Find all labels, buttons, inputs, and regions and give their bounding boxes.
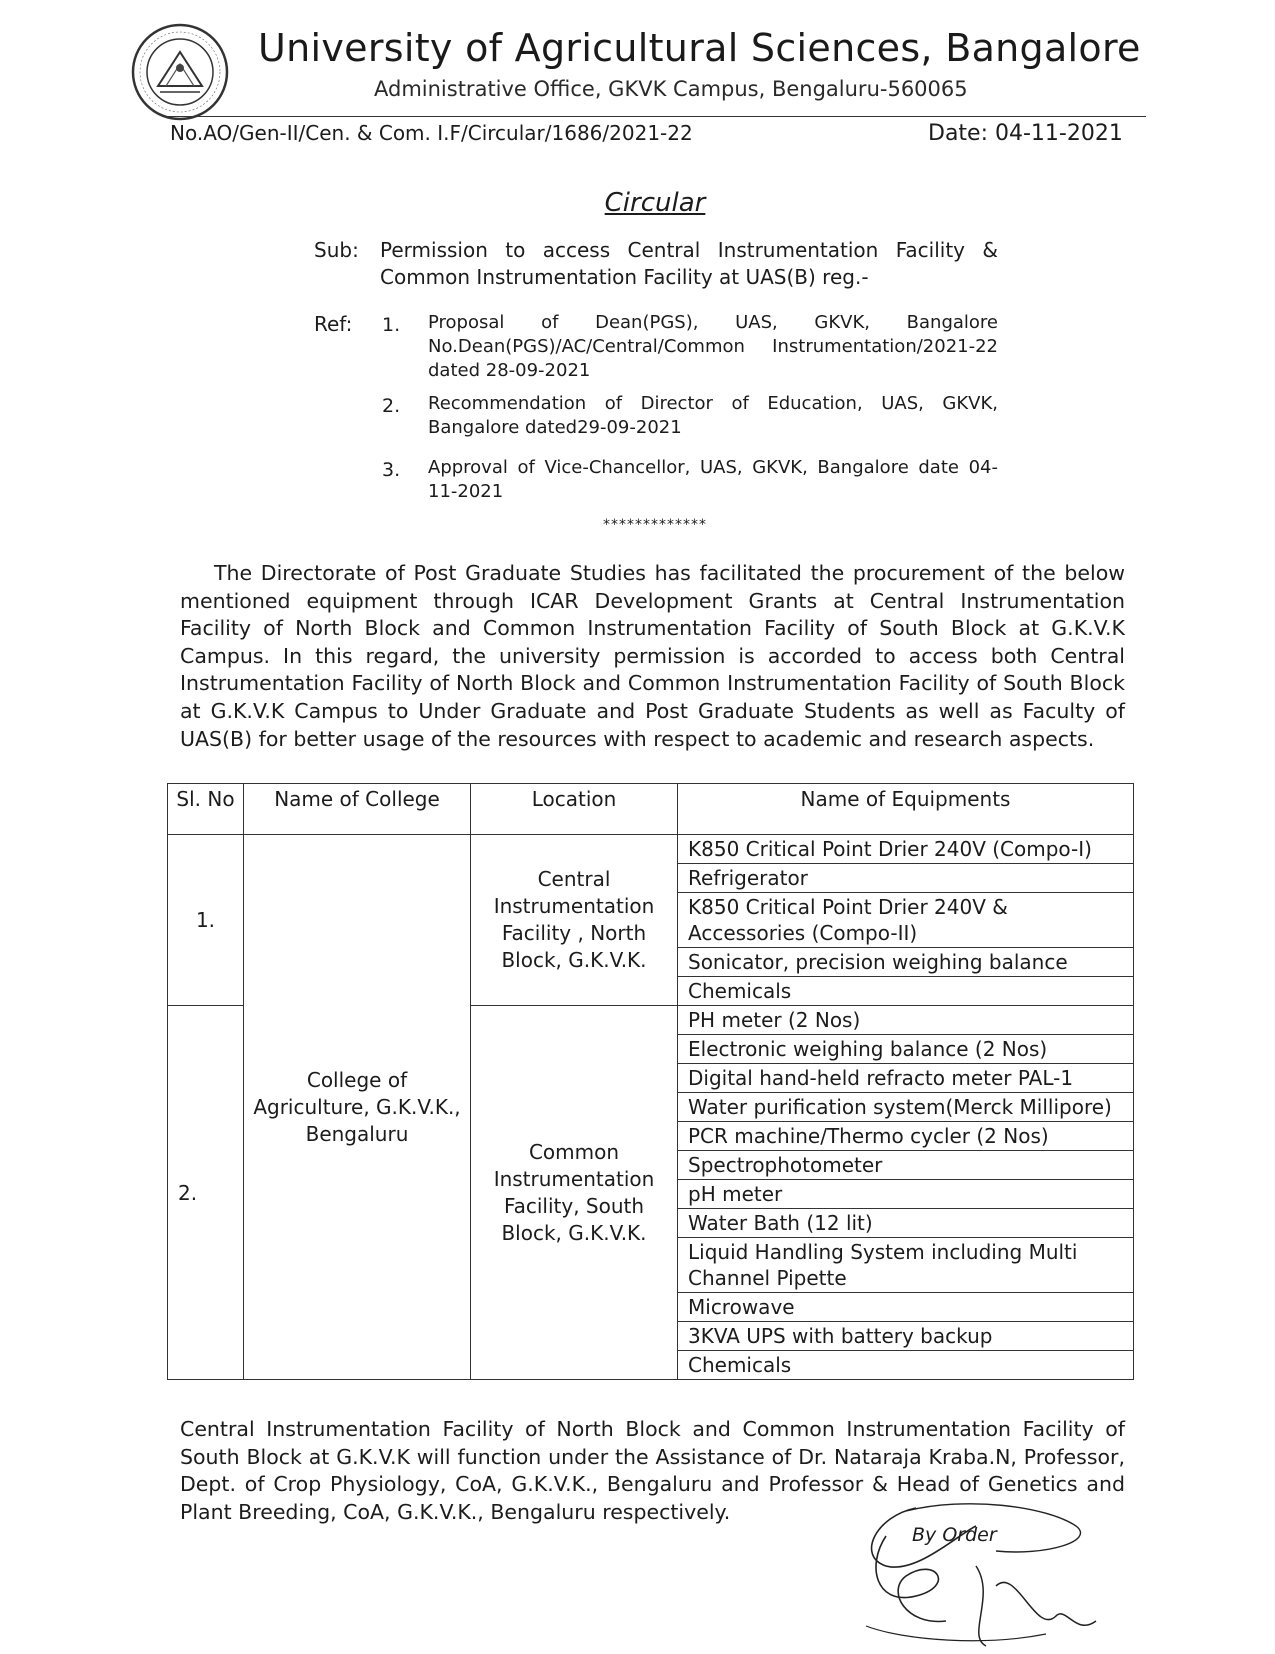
equipment-item: Electronic weighing balance (2 Nos)	[678, 1035, 1133, 1064]
header-equipments: Name of Equipments	[678, 784, 1134, 835]
equipment-item: pH meter	[678, 1180, 1133, 1209]
equipment-item: Water purification system(Merck Millipore)	[678, 1093, 1133, 1122]
reference-item	[382, 392, 998, 440]
equipment-item: Refrigerator	[678, 864, 1133, 893]
location-cell: Central Instrumentation Facility , North Block, G.K.V.K.	[471, 835, 678, 1006]
subject-text: Permission to access Central Instrumentation Facility & Common Instrumentation Facility at UAS(B) reg.-	[380, 238, 998, 289]
table-header-row	[168, 784, 1134, 835]
references-label: Ref:	[314, 312, 353, 336]
reference-text: Approval of Vice-Chancellor, UAS, GKVK, Bangalore date 04-11-2021	[428, 457, 998, 502]
equipment-item: Chemicals	[688, 1353, 792, 1377]
equipment-item: Water Bath (12 lit)	[678, 1209, 1133, 1238]
equipment-item: Chemicals	[688, 979, 792, 1003]
university-name: University of Agricultural Sciences, Bangalore	[258, 26, 1141, 70]
row-sl-no: 2.	[168, 1006, 244, 1380]
table-row	[168, 835, 1134, 1006]
circular-date: Date: 04-11-2021	[928, 121, 1123, 146]
subject-label: Sub:	[314, 238, 359, 262]
equipment-item: Digital hand-held refracto meter PAL-1	[678, 1064, 1133, 1093]
equipment-item: Liquid Handling System including Multi Channel Pipette	[678, 1238, 1133, 1293]
equipment-item: K850 Critical Point Drier 240V & Accessories (Compo-II)	[678, 893, 1133, 948]
equipment-item: 3KVA UPS with battery backup	[678, 1322, 1133, 1351]
header-location: Location	[471, 784, 678, 835]
header-divider	[162, 116, 1146, 117]
reference-number: 3.	[382, 459, 401, 481]
location-cell: Common Instrumentation Facility, South Block, G.K.V.K.	[471, 1006, 678, 1380]
header-sl-no: Sl. No	[168, 784, 244, 835]
circular-reference-number: No.AO/Gen-II/Cen. & Com. I.F/Circular/1686/2021-22	[170, 121, 693, 145]
equipment-item: PH meter (2 Nos)	[678, 1006, 1133, 1035]
reference-text: Recommendation of Director of Education, UAS, GKVK, Bangalore dated29-09-2021	[428, 393, 998, 438]
reference-number: 2.	[382, 395, 401, 417]
university-address: Administrative Office, GKVK Campus, Bengaluru-560065	[374, 77, 968, 101]
document-title: Circular	[604, 188, 706, 218]
equipment-list	[678, 835, 1134, 1006]
university-seal-logo	[130, 22, 230, 122]
equipment-item: Microwave	[678, 1293, 1133, 1322]
closing-paragraph: Central Instrumentation Facility of North Block and Common Instrumentation Facility of South Block at G.K.V.K will function under the Assistance of Dr. Nataraja Kraba.N, Professor, Dept. of Crop Physiology, CoA, G.K.V.K., Bengaluru and Professor & Head of Genetics and Plant Breeding, CoA, G.K.V.K., Bengaluru respectively.	[180, 1417, 1125, 1524]
equipment-item: Spectrophotometer	[678, 1151, 1133, 1180]
reference-number: 1.	[382, 314, 401, 336]
by-order-text: By Order	[912, 1524, 997, 1546]
equipment-item: Sonicator, precision weighing balance	[678, 948, 1133, 977]
reference-text: Proposal of Dean(PGS), UAS, GKVK, Bangalore No.Dean(PGS)/AC/Central/Common Instrumentation/2021-22 dated 28-09-2021	[428, 312, 998, 381]
equipment-item: PCR machine/Thermo cycler (2 Nos)	[678, 1122, 1133, 1151]
college-name-cell: College of Agriculture, G.K.V.K., Bengaluru	[244, 835, 471, 1380]
equipment-table	[167, 783, 1134, 1380]
separator-stars: *************	[603, 517, 707, 533]
row-sl-no: 1.	[168, 835, 244, 1006]
equipment-list	[678, 1006, 1134, 1380]
handwritten-signature	[846, 1496, 1116, 1650]
reference-item	[382, 456, 998, 504]
equipment-item: K850 Critical Point Drier 240V (Compo-I)	[678, 835, 1133, 864]
body-paragraph: The Directorate of Post Graduate Studies has facilitated the procurement of the below mentioned equipment through ICAR Development Grants at Central Instrumentation Facility of North Block and Common Instrumentation Facility of South Block at G.K.V.K Campus. In this regard, the university permission is accorded to access both Central Instrumentation Facility of North Block and Common Instrumentation Facility of South Block at G.K.V.K Campus to Under Graduate and Post Graduate Students as well as Faculty of UAS(B) for better usage of the resources with respect to academic and research aspects.	[180, 561, 1125, 751]
reference-item	[382, 311, 998, 383]
header-college: Name of College	[244, 784, 471, 835]
